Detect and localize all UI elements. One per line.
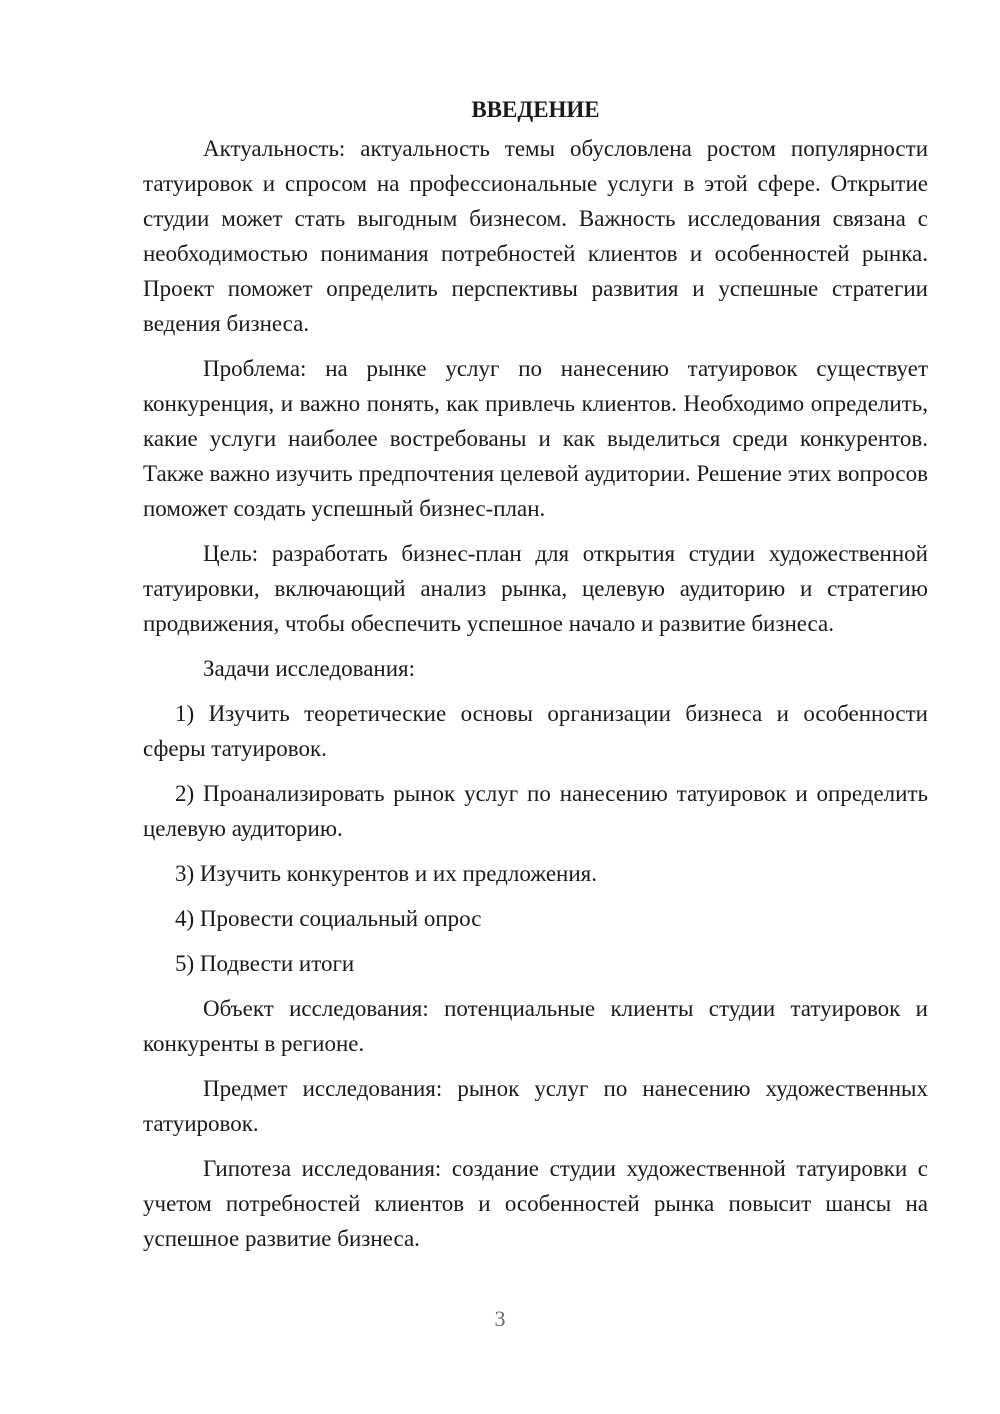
task-item: 5) Подвести итоги: [175, 951, 355, 976]
page-number: 3: [494, 1306, 506, 1331]
paragraph-hypothesis: Гипотеза исследования: создание студии художественной татуировки с учетом потребностей клиентов и особенностей рынка повысит шансы на успешное развитие бизнеса.: [143, 1156, 928, 1251]
paragraph-object: Объект исследования: потенциальные клиенты студии татуировок и конкуренты в регионе.: [143, 996, 928, 1056]
paragraph-problem: Проблема: на рынке услуг по нанесению татуировок существует конкуренция, и важно понять, как привлечь клиентов. Необходимо определить, какие услуги наиболее востребованы и как выделиться среди конкурентов. Также важно изучить предпочтения целевой аудитории. Решение этих вопросов поможет создать успешный бизнес-план.: [143, 356, 928, 521]
task-item: 3) Изучить конкурентов и их предложения.: [175, 861, 598, 886]
paragraph-subject: Предмет исследования: рынок услуг по нанесению художественных татуировок.: [143, 1076, 928, 1136]
tasks-list: [143, 696, 928, 981]
section-heading: ВВЕДЕНИЕ: [471, 97, 600, 122]
paragraph-relevance: Актуальность: актуальность темы обусловлена ростом популярности татуировок и спросом на профессиональные услуги в этой сфере. Открытие студии может стать выгодным бизнесом. Важность исследования связана с необходимостью понимания потребностей клиентов и особенностей рынка. Проект поможет определить перспективы развития и успешные стратегии ведения бизнеса.: [143, 136, 928, 336]
paragraph-goal: Цель: разработать бизнес-план для открытия студии художественной татуировки, включающий анализ рынка, целевую аудиторию и стратегию продвижения, чтобы обеспечить успешное начало и развитие бизнеса.: [143, 541, 928, 636]
task-item: 1) Изучить теоретические основы организации бизнеса и особенности сферы татуировок.: [143, 701, 928, 761]
paragraph-tasks-intro: Задачи исследования:: [203, 656, 416, 681]
document-page: [143, 92, 928, 1266]
task-item: 4) Провести социальный опрос: [175, 906, 482, 931]
task-item: 2) Проанализировать рынок услуг по нанесению татуировок и определить целевую аудиторию.: [143, 781, 928, 841]
